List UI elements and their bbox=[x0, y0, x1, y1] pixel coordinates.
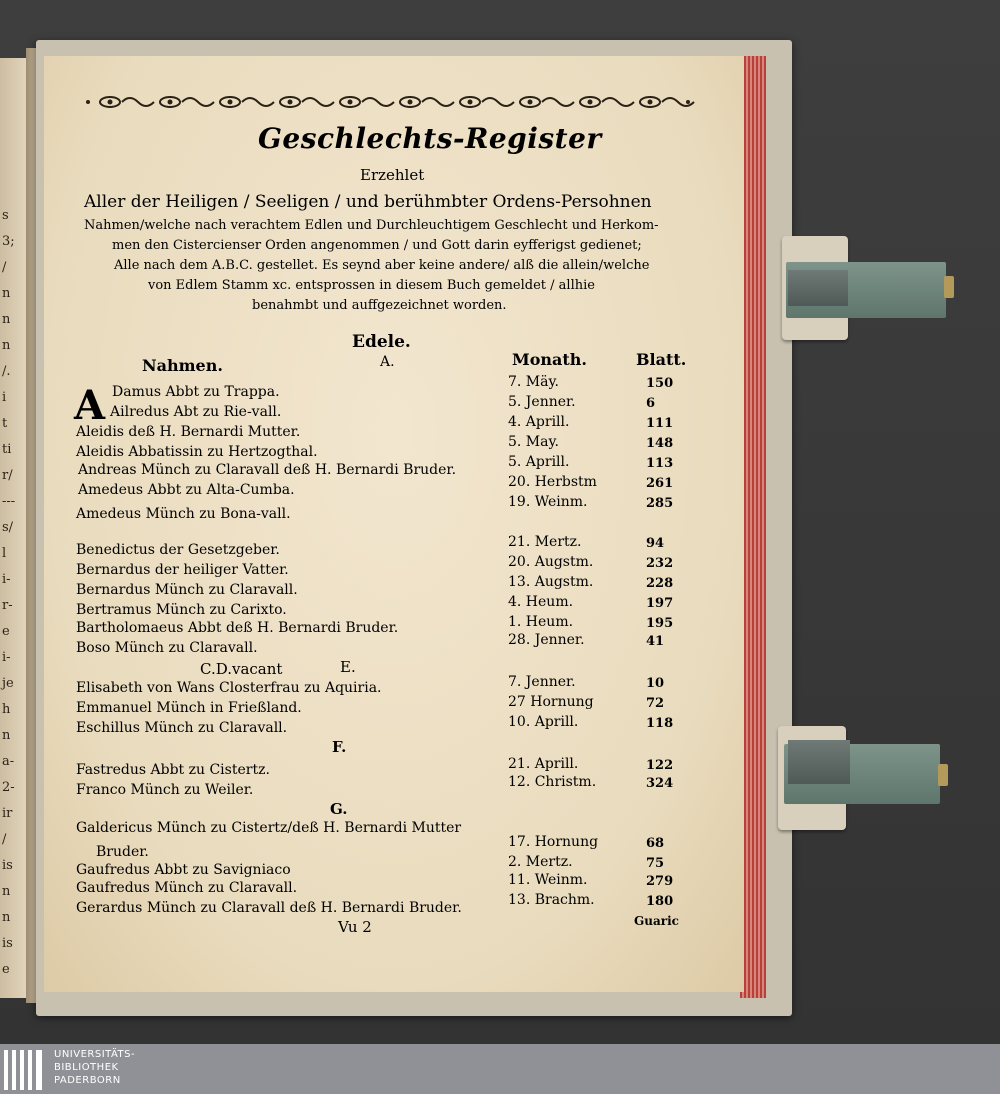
entry-page-number: 111 bbox=[646, 416, 674, 431]
catchword: Guaric bbox=[634, 914, 679, 928]
entry-page-number: 279 bbox=[646, 874, 674, 889]
entry-page-number: 148 bbox=[646, 436, 674, 451]
entry-month: 21. Mertz. bbox=[508, 534, 582, 550]
letter-heading: G. bbox=[330, 800, 348, 818]
letter-heading: F. bbox=[332, 738, 347, 756]
ornament-motif bbox=[160, 97, 214, 107]
letter-heading: C.D.vacant bbox=[200, 660, 283, 678]
entry-page-number: 113 bbox=[646, 456, 674, 471]
upper-clasp bbox=[778, 236, 958, 346]
left-page-text-fragment: n bbox=[2, 884, 11, 899]
left-page-text-fragment: l bbox=[2, 546, 7, 561]
entry-page-number: 94 bbox=[646, 536, 665, 551]
entry-page-number: 118 bbox=[646, 716, 674, 731]
left-page-text-fragment: h bbox=[2, 702, 11, 717]
entry-page-number: 195 bbox=[646, 616, 674, 631]
entry-page-number: 41 bbox=[646, 634, 665, 649]
left-page-text-fragment: ir bbox=[2, 806, 13, 821]
entry-name: Bernardus der heiliger Vatter. bbox=[76, 562, 289, 578]
page-title: Geschlechts-Register bbox=[258, 122, 602, 155]
column-header-page: Blatt. bbox=[636, 350, 687, 369]
entry-page-number: 180 bbox=[646, 894, 674, 909]
entry-month: 7. Mäy. bbox=[508, 374, 559, 390]
left-page-text-fragment: i- bbox=[2, 572, 11, 587]
intro-line: Aller der Heiligen / Seeligen / und berühmbter Ordens-Persohnen bbox=[84, 192, 652, 212]
entry-month: 19. Weinm. bbox=[508, 494, 588, 510]
entry-name: Amedeus Münch zu Bona-vall. bbox=[76, 506, 291, 522]
entry-month: 27 Hornung bbox=[508, 694, 594, 710]
entry-month: 5. May. bbox=[508, 434, 559, 450]
entry-month: 4. Heum. bbox=[508, 594, 574, 610]
left-page-text-fragment: a- bbox=[2, 754, 15, 769]
entry-name: Emmanuel Münch in Frießland. bbox=[76, 700, 302, 716]
left-page-text-fragment: n bbox=[2, 338, 11, 353]
ornament-motif bbox=[640, 97, 694, 107]
entry-name: Boso Münch zu Claravall. bbox=[76, 640, 258, 656]
letter-heading: A. bbox=[380, 354, 395, 370]
entry-name: Bruder. bbox=[96, 844, 149, 860]
entry-month: 21. Aprill. bbox=[508, 756, 579, 772]
left-page-text-fragment: is bbox=[2, 858, 13, 873]
entry-page-number: 6 bbox=[646, 396, 656, 411]
entry-page-number: 10 bbox=[646, 676, 665, 691]
entry-month: 5. Jenner. bbox=[508, 394, 576, 410]
entry-name: Eschillus Münch zu Claravall. bbox=[76, 720, 288, 736]
entry-page-number: 324 bbox=[646, 776, 674, 791]
column-header-names: Nahmen. bbox=[142, 356, 223, 375]
ornament-motif bbox=[520, 97, 574, 107]
left-page-text-fragment: --- bbox=[2, 494, 16, 509]
lower-clasp bbox=[776, 726, 956, 836]
column-header-month: Monath. bbox=[512, 350, 587, 369]
left-page-text-fragment: r- bbox=[2, 598, 13, 613]
entry-name: Aleidis deß H. Bernardi Mutter. bbox=[76, 424, 301, 440]
drop-cap: A bbox=[74, 382, 106, 429]
entry-page-number: 261 bbox=[646, 476, 674, 491]
entry-name: Bartholomaeus Abbt deß H. Bernardi Bruder. bbox=[76, 620, 399, 636]
entry-name: Benedictus der Gesetzgeber. bbox=[76, 542, 280, 558]
entry-page-number: 150 bbox=[646, 376, 674, 391]
left-page-text-fragment: n bbox=[2, 312, 11, 327]
library-logo-line: UNIVERSITÄTS- bbox=[54, 1049, 136, 1060]
entry-name: Aleidis Abbatissin zu Hertzogthal. bbox=[76, 444, 318, 460]
entry-page-number: 197 bbox=[646, 596, 674, 611]
entry-page-number: 122 bbox=[646, 758, 674, 773]
left-page-text-fragment: r/ bbox=[2, 468, 13, 483]
entry-page-number: 72 bbox=[646, 696, 665, 711]
left-page-text-fragment: / bbox=[2, 832, 7, 847]
entry-name: Damus Abbt zu Trappa. bbox=[112, 384, 280, 400]
left-page-text-fragment: e bbox=[2, 624, 10, 639]
entry-name: Andreas Münch zu Claravall deß H. Bernardi Bruder. bbox=[78, 462, 457, 478]
left-page-text-fragment: i bbox=[2, 390, 7, 405]
entry-name: Gaufredus Münch zu Claravall. bbox=[76, 880, 298, 896]
entry-month: 28. Jenner. bbox=[508, 632, 585, 648]
entry-name: Bernardus Münch zu Claravall. bbox=[76, 582, 298, 598]
ornament-motif bbox=[280, 97, 334, 107]
left-page-text-fragment: is bbox=[2, 936, 13, 951]
intro-line: Nahmen/welche nach verachtem Edlen und Durchleuchtigem Geschlecht und Herkom- bbox=[84, 218, 659, 233]
entry-name: Franco Münch zu Weiler. bbox=[76, 782, 254, 798]
entry-name: Gerardus Münch zu Claravall deß H. Bernardi Bruder. bbox=[76, 900, 462, 916]
entry-name: Gaufredus Abbt zu Savigniaco bbox=[76, 862, 291, 878]
entry-month: 11. Weinm. bbox=[508, 872, 588, 888]
entry-month: 20. Augstm. bbox=[508, 554, 594, 570]
entry-page-number: 75 bbox=[646, 856, 665, 871]
intro-line: von Edlem Stamm xc. entsprossen in diesem Buch gemeldet / allhie bbox=[148, 278, 595, 293]
letter-heading: E. bbox=[340, 658, 356, 676]
signature-mark: Vu 2 bbox=[338, 918, 372, 936]
entry-month: 20. Herbstm bbox=[508, 474, 597, 490]
entry-name: Galdericus Münch zu Cistertz/deß H. Bernardi Mutter bbox=[76, 820, 462, 836]
left-page-text-fragment: t bbox=[2, 416, 8, 431]
left-page-text-fragment: ti bbox=[2, 442, 12, 457]
entry-page-number: 68 bbox=[646, 836, 665, 851]
library-logo-line: PADERBORN bbox=[54, 1075, 121, 1086]
intro-line: men den Cistercienser Orden angenommen / und Gott darin eyfferigst gedienet; bbox=[112, 238, 642, 253]
intro-line: benahmbt und auffgezeichnet worden. bbox=[252, 298, 507, 313]
library-logo-line: BIBLIOTHEK bbox=[54, 1062, 119, 1073]
decorative-ornament-band bbox=[80, 92, 696, 112]
left-page-text-fragment: e bbox=[2, 962, 10, 977]
section-title: Edele. bbox=[352, 332, 411, 352]
ornament-motif bbox=[580, 97, 634, 107]
entry-name: Bertramus Münch zu Carixto. bbox=[76, 602, 287, 618]
library-logo-icon bbox=[4, 1050, 42, 1090]
ornament-motif bbox=[220, 97, 274, 107]
page-subtitle: Erzehlet bbox=[360, 166, 425, 184]
left-page-text-fragment: 2- bbox=[2, 780, 15, 795]
left-page-text-fragment: s/ bbox=[2, 520, 14, 535]
left-page-text-fragment: je bbox=[2, 676, 14, 691]
library-logo-text bbox=[54, 1048, 135, 1087]
library-footer-bar bbox=[0, 1044, 1000, 1094]
entry-month: 1. Heum. bbox=[508, 614, 574, 630]
left-page-text-fragment: n bbox=[2, 728, 11, 743]
entry-page-number: 285 bbox=[646, 496, 674, 511]
intro-line: Alle nach dem A.B.C. gestellet. Es seynd aber keine andere/ alß die allein/welche bbox=[114, 258, 650, 273]
ornament-motif bbox=[340, 97, 394, 107]
left-page-edge bbox=[0, 58, 28, 998]
left-page-text-fragment: i- bbox=[2, 650, 11, 665]
ornament-motif bbox=[100, 97, 154, 107]
entry-month: 7. Jenner. bbox=[508, 674, 576, 690]
entry-name: Fastredus Abbt zu Cistertz. bbox=[76, 762, 270, 778]
entry-month: 13. Brachm. bbox=[508, 892, 595, 908]
left-page-text-fragment: n bbox=[2, 910, 11, 925]
entry-month: 17. Hornung bbox=[508, 834, 599, 850]
entry-month: 2. Mertz. bbox=[508, 854, 573, 870]
entry-month: 10. Aprill. bbox=[508, 714, 579, 730]
entry-month: 13. Augstm. bbox=[508, 574, 594, 590]
left-page-text-fragment: s bbox=[2, 208, 9, 223]
ornament-motif bbox=[460, 97, 514, 107]
left-page-text-fragment: 3; bbox=[2, 234, 15, 249]
entry-page-number: 232 bbox=[646, 556, 674, 571]
entry-month: 5. Aprill. bbox=[508, 454, 570, 470]
entry-month: 12. Christm. bbox=[508, 774, 597, 790]
left-page-text-fragment: /. bbox=[2, 364, 11, 379]
entry-month: 4. Aprill. bbox=[508, 414, 570, 430]
entry-name: Ailredus Abt zu Rie-vall. bbox=[110, 404, 282, 420]
entry-name: Elisabeth von Wans Closterfrau zu Aquiria. bbox=[76, 680, 382, 696]
entry-page-number: 228 bbox=[646, 576, 674, 591]
left-page-text-fragment: n bbox=[2, 286, 11, 301]
entry-name: Amedeus Abbt zu Alta-Cumba. bbox=[78, 482, 295, 498]
ornament-motif bbox=[400, 97, 454, 107]
left-page-text-fragment: / bbox=[2, 260, 7, 275]
